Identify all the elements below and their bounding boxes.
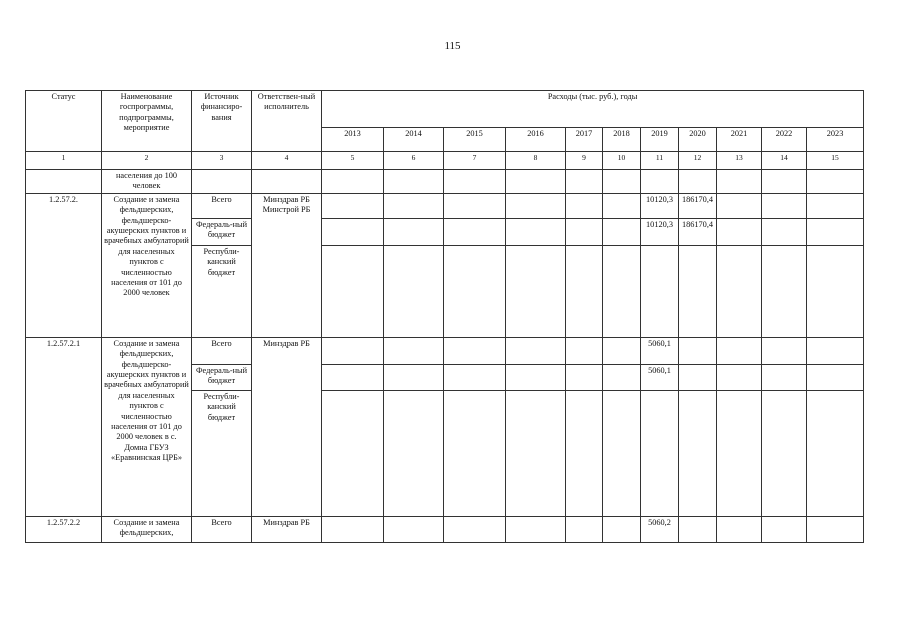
column-number: 3 (192, 152, 252, 170)
source-cell: Всего (192, 517, 252, 543)
section-code: 1.2.57.2. (26, 194, 102, 338)
column-number: 12 (679, 152, 717, 170)
year-header: 2019 (641, 128, 679, 152)
value-2019: 5060,1 (641, 338, 679, 365)
header-expenses: Расходы (тыс. руб.), годы (322, 91, 864, 128)
section-code: 1.2.57.2.1 (26, 338, 102, 517)
value-2019: 10120,3 (641, 194, 679, 219)
expenses-table (25, 90, 864, 543)
value-2019: 5060,2 (641, 517, 679, 543)
year-header: 2016 (506, 128, 566, 152)
section-name: Создание и замена фельдшерских, фельдшерско-акушерских пунктов и врачебных амбулаторий для населенных пунктов с численностью населения от 101 до 2000 человек в с. Домна ГБУЗ «Еравнинская ЦРБ» (102, 338, 192, 517)
year-header: 2021 (717, 128, 762, 152)
column-number: 13 (717, 152, 762, 170)
source-cell: Республи-канский бюджет (192, 246, 252, 338)
value-2020: 186170,4 (679, 219, 717, 246)
column-number: 2 (102, 152, 192, 170)
source-cell: Федераль-ный бюджет (192, 365, 252, 391)
section-code: 1.2.57.2.2 (26, 517, 102, 543)
executor-cell: Минздрав РБ Минстрой РБ (252, 194, 322, 338)
column-number: 15 (807, 152, 864, 170)
section-name: Создание и замена фельдшерских, (102, 517, 192, 543)
section-name: Создание и замена фельдшерских, фельдшерско-акушерских пунктов и врачебных амбулаторий для населенных пунктов с численностью населения от 101 до 2000 человек (102, 194, 192, 338)
value-2019: 10120,3 (641, 219, 679, 246)
year-header: 2013 (322, 128, 384, 152)
continuation-text: населения до 100 человек (102, 170, 192, 194)
value-2020: 186170,4 (679, 194, 717, 219)
column-number: 5 (322, 152, 384, 170)
column-number: 7 (444, 152, 506, 170)
source-cell: Всего (192, 338, 252, 365)
column-number: 10 (603, 152, 641, 170)
column-number: 6 (384, 152, 444, 170)
year-header: 2014 (384, 128, 444, 152)
source-cell: Республи-канский бюджет (192, 391, 252, 517)
year-header: 2017 (566, 128, 603, 152)
header-source: Источник финансиро-вания (192, 91, 252, 152)
executor-cell: Минздрав РБ (252, 338, 322, 517)
year-header: 2020 (679, 128, 717, 152)
year-header: 2022 (762, 128, 807, 152)
year-header: 2015 (444, 128, 506, 152)
year-header: 2018 (603, 128, 641, 152)
header-status: Статус (26, 91, 102, 152)
column-number: 11 (641, 152, 679, 170)
column-number: 9 (566, 152, 603, 170)
column-number: 4 (252, 152, 322, 170)
source-cell: Всего (192, 194, 252, 219)
header-executor: Ответствен-ный исполнитель (252, 91, 322, 152)
header-name: Наименование госпрограммы, подпрограммы, мероприятие (102, 91, 192, 152)
year-header: 2023 (807, 128, 864, 152)
executor-cell: Минздрав РБ (252, 517, 322, 543)
source-cell: Федераль-ный бюджет (192, 219, 252, 246)
column-number: 1 (26, 152, 102, 170)
column-number: 14 (762, 152, 807, 170)
value-2019: 5060,1 (641, 365, 679, 391)
page-number: 115 (444, 40, 461, 52)
column-number: 8 (506, 152, 566, 170)
